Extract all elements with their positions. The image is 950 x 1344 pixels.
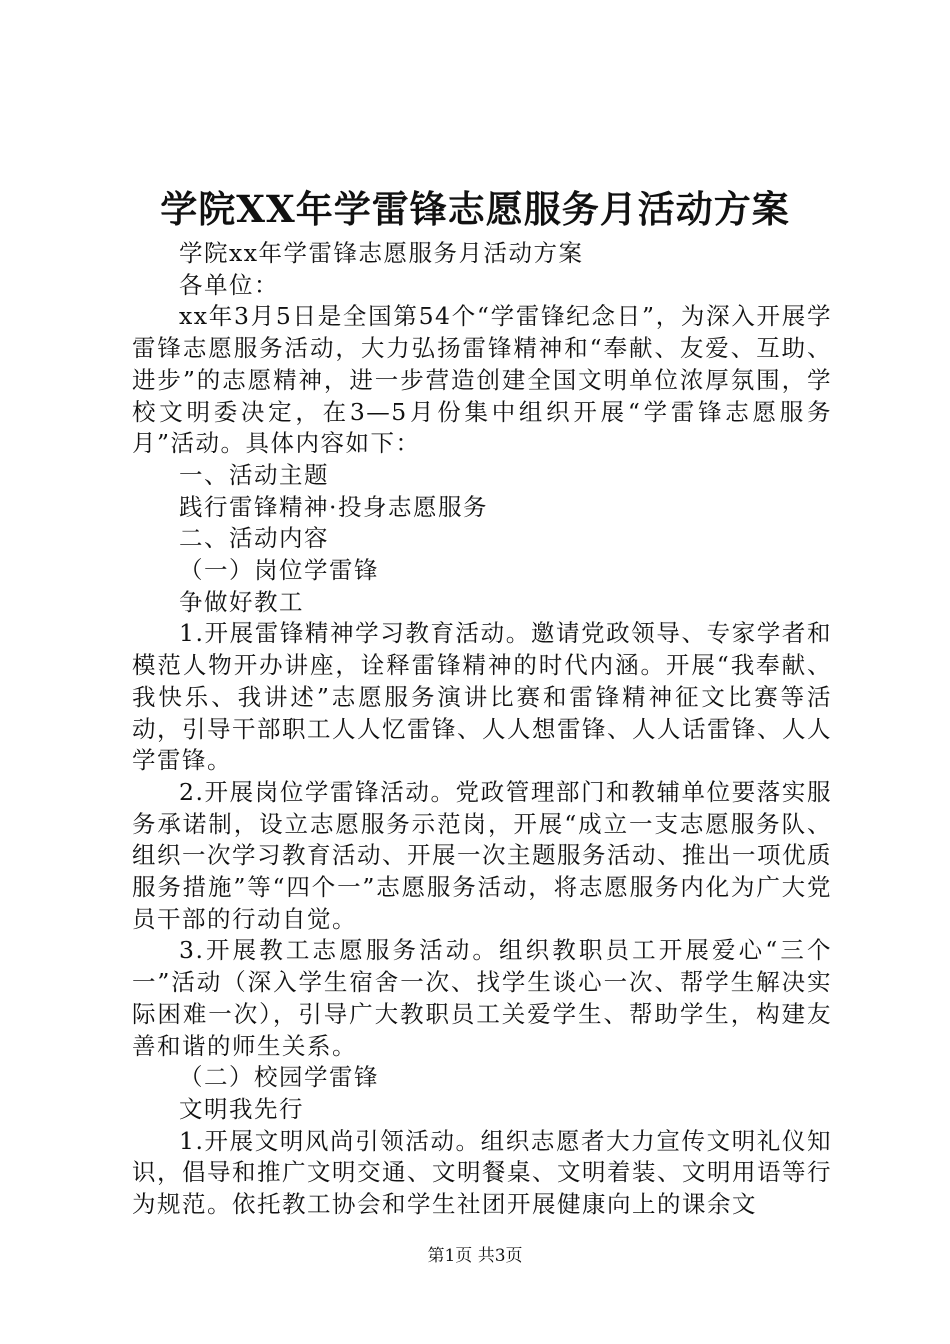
page-footer: 第1页 共3页 — [427, 1246, 523, 1266]
paragraph-theme: 践行雷锋精神·投身志愿服务 — [179, 492, 488, 521]
paragraph-intro: xx年3月5日是全国第54个“学雷锋纪念日”，为深入开展学雷锋志愿服务活动，大力弘扬雷锋精神和“奉献、友爱、互助、进步”的志愿精神，进一步营造创建全国文明单位浓厚氛围，学校文明委决定，在3—5月份集中组织开展“学雷锋志愿服务月”活动。具体内容如下： — [132, 302, 832, 458]
paragraph-campus-item-1: 1.开展文明风尚引领活动。组织志愿者大力宣传文明礼仪知识，倡导和推广文明交通、文明餐桌、文明着装、文明用语等行为规范。依托教工协会和学生社团开展健康向上的课余文 — [132, 1126, 832, 1219]
subheading-post: （一）岗位学雷锋 — [179, 556, 379, 585]
document-body — [132, 238, 832, 1221]
paragraph-salutation: 各单位： — [179, 270, 279, 299]
document-title: 学院XX年学雷锋志愿服务月活动方案 — [160, 187, 790, 231]
paragraph-item-3: 3.开展教工志愿服务活动。组织教职员工开展爱心“三个一”活动（深入学生宿舍一次、找学生谈心一次、帮学生解决实际困难一次），引导广大教职员工关爱学生、帮助学生，构建友善和谐的师生关系。 — [132, 936, 832, 1060]
paragraph-subtitle: 学院xx年学雷锋志愿服务月活动方案 — [179, 239, 584, 267]
heading-content: 二、活动内容 — [179, 524, 329, 553]
paragraph-campus-slogan: 文明我先行 — [179, 1094, 304, 1123]
subheading-campus: （二）校园学雷锋 — [179, 1063, 379, 1092]
paragraph-item-2: 2.开展岗位学雷锋活动。党政管理部门和教辅单位要落实服务承诺制，设立志愿服务示范岗，开展“成立一支志愿服务队、组织一次学习教育活动、开展一次主题服务活动、推出一项优质服务措施”等“四个一”志愿服务活动，将志愿服务内化为广大党员干部的行动自觉。 — [132, 777, 832, 933]
heading-theme: 一、活动主题 — [179, 460, 329, 489]
paragraph-item-1: 1.开展雷锋精神学习教育活动。邀请党政领导、专家学者和模范人物开办讲座，诠释雷锋精神的时代内涵。开展“我奉献、我快乐、我讲述”志愿服务演讲比赛和雷锋精神征文比赛等活动，引导干部职工人人忆雷锋、人人想雷锋、人人话雷锋、人人学雷锋。 — [132, 619, 832, 775]
paragraph-post-slogan: 争做好教工 — [179, 587, 304, 616]
